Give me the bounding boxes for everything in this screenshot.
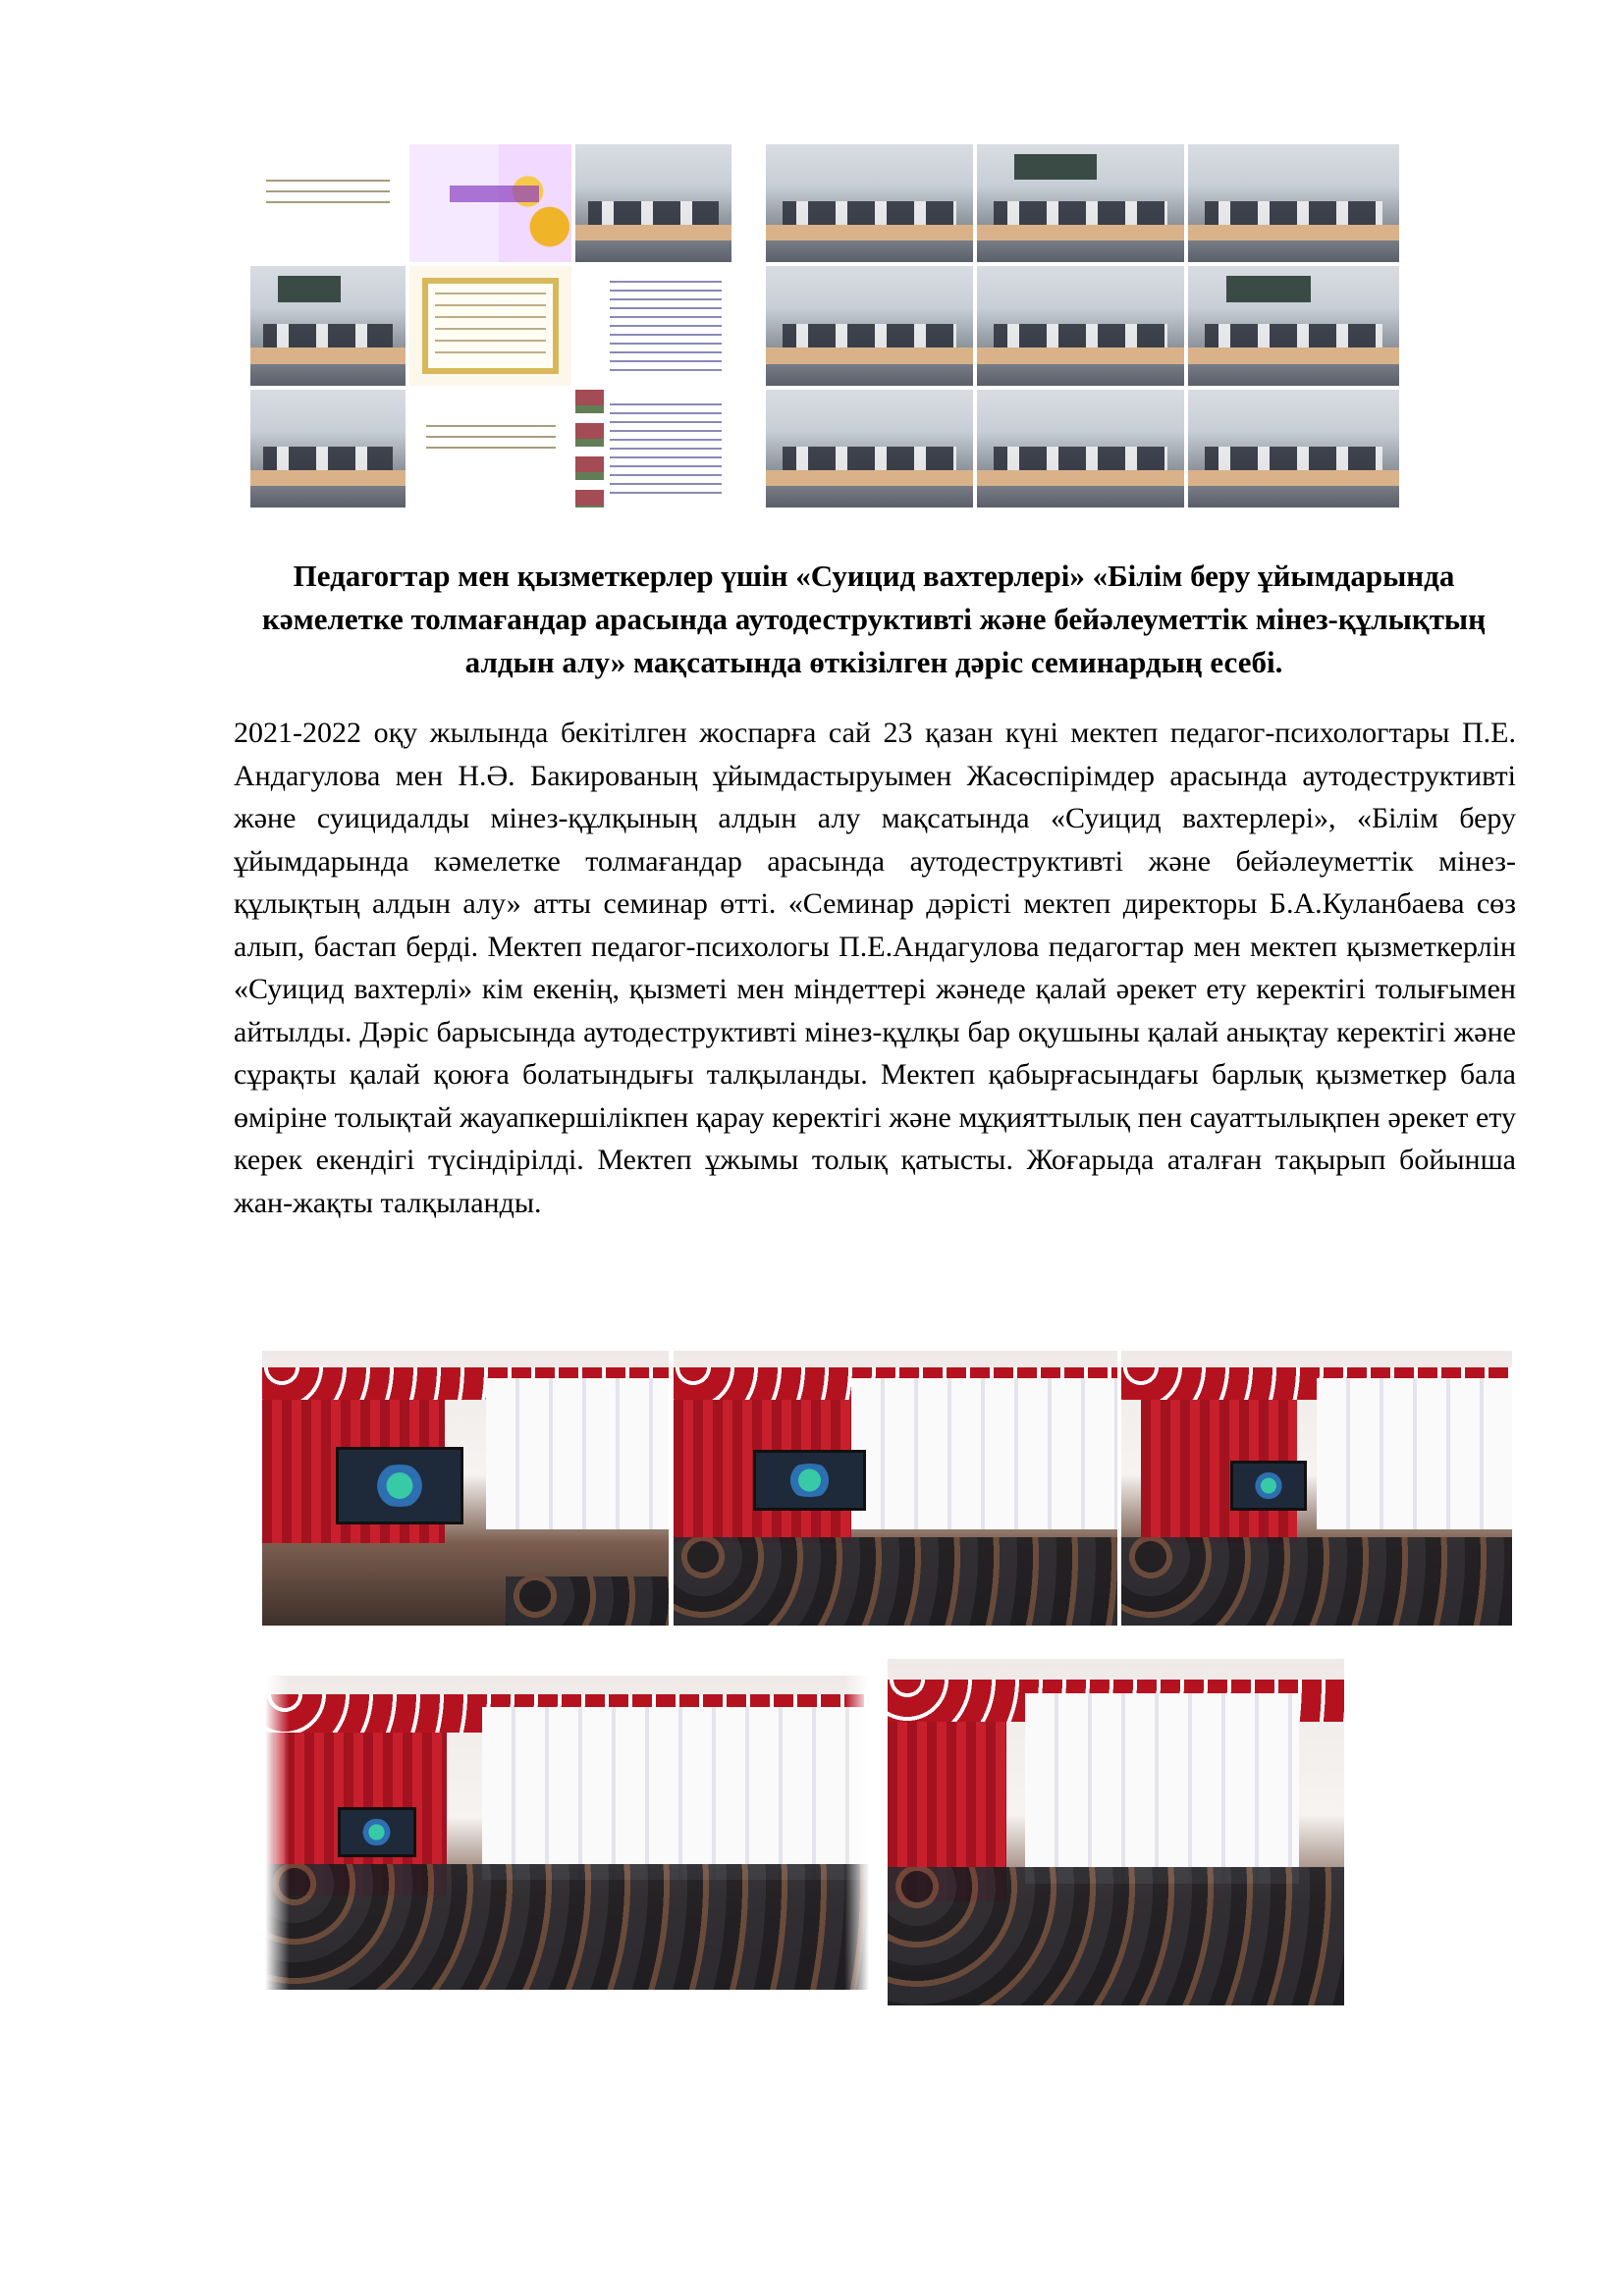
seminar-hall-photo [1121, 1351, 1512, 1626]
seminar-hall-photo [674, 1351, 1117, 1626]
classroom-photo [766, 390, 973, 507]
classroom-photo [250, 390, 406, 507]
slide-flowers-image [409, 144, 571, 262]
collage-slides-photo [250, 144, 731, 507]
classroom-photo [977, 266, 1184, 386]
report-paragraph: 2021-2022 оқу жылында бекітілген жоспарға сай 23 қазан күні мектеп педагог-психологтары П.Е. Андагулова мен Н.Ә. Бакированың ұйымдастыруымен Жасөспірімдер арасында аутодеструктивті және суицидалды мінез-құлқының алдын алу мақсатында «Суицид вахтерлері», «Білім беру ұйымдарында кәмелетке толмағандар арасында аутодеструктивті және бейәлеуметтік мінез-құлықтың алдын алу» атты семинар өтті. «Семинар дәрісті мектеп директоры Б.А.Куланбаева сөз алып, бастап берді. Мектеп педагог-психологы П.Е.Андагулова педагогтар мен мектеп қызметкерлін «Суицид вахтерлі» кім екенің, қызметі мен міндеттері жәнеде қалай әрекет ету керектігі толығымен айтылды. Дәріс барысында аутодеструктивті мінез-құлқы бар оқушыны қалай анықтау керектігі және сұрақты қалай қоюға болатындығы талқыланды. Мектеп қабырғасындағы барлық қызметкер бала өміріне толықтай жауапкершілікпен қарау керектігі және мұқияттылық пен сауаттылықпен әрекет ету керек екендігі түсіндірілді. Мектеп ұжымы толық қатысты. Жоғарыда аталған тақырып бойынша жан-жақты талқыланды. [234, 717, 1516, 1219]
seminar-hall-photo [262, 1351, 669, 1626]
classroom-photo [575, 144, 731, 262]
slide-title-image [250, 144, 406, 262]
slide-text-image [409, 390, 571, 507]
slide-list-image [575, 390, 731, 507]
classroom-photo [1188, 144, 1399, 262]
collage-classrooms-photo [766, 144, 1399, 507]
classroom-photo [766, 144, 973, 262]
seminar-hall-photo [265, 1676, 869, 1990]
classroom-photo [977, 390, 1184, 507]
classroom-photo [766, 266, 973, 386]
classroom-photo [250, 266, 406, 386]
slide-list-image [575, 266, 731, 386]
classroom-photo [977, 144, 1184, 262]
page-title: Педагогтар мен қызметкерлер үшін «Суицид вахтерлері» «Білім беру ұйымдарында кәмелетке толмағандар арасында аутодеструктивті және бейәлеуметтік мінез-құлықтың алдын алу» мақсатында өткізілген дәріс семинардың есебі. [261, 559, 1486, 679]
slide-frame-image [409, 266, 571, 386]
classroom-photo [1188, 390, 1399, 507]
seminar-hall-photo [888, 1659, 1344, 2005]
classroom-photo [1188, 266, 1399, 386]
